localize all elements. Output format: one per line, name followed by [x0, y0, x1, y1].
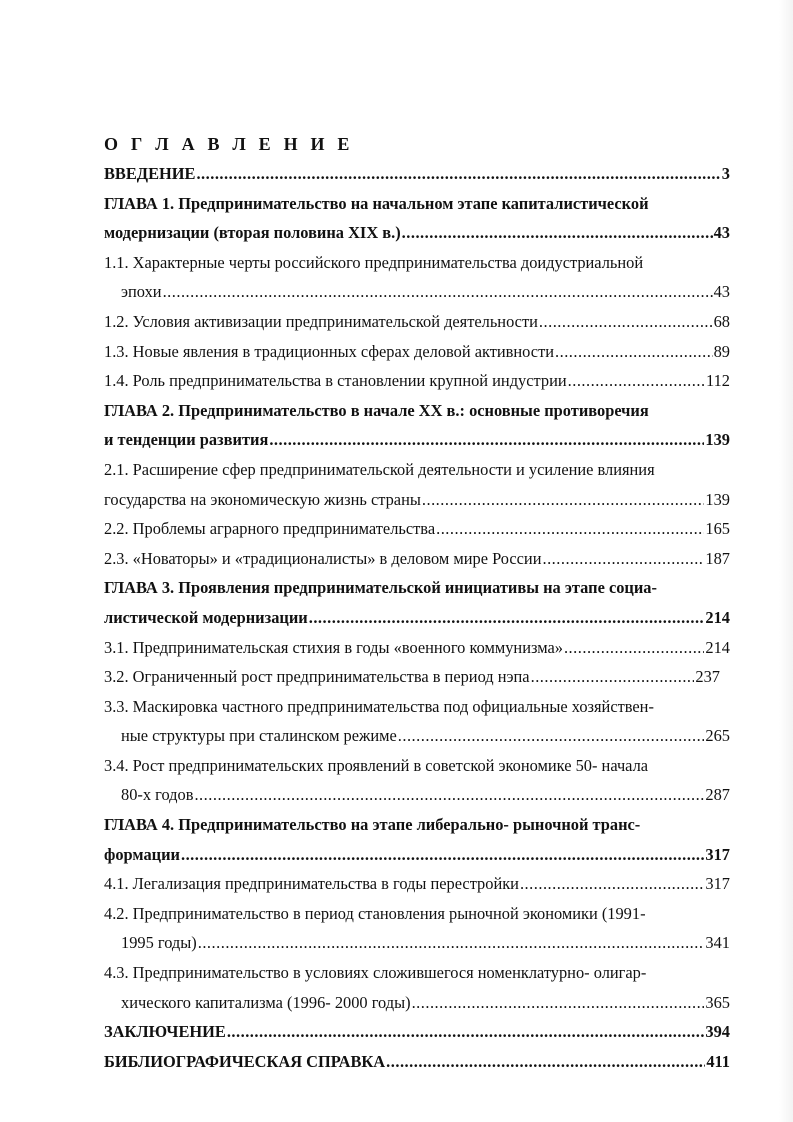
toc-entry-chapter-1-cont[interactable]	[104, 218, 730, 248]
toc-page-number: 68	[713, 311, 730, 331]
toc-page-number: 214	[705, 607, 730, 627]
toc-entry-title: ные структуры при сталинском режиме	[121, 726, 397, 746]
toc-entry-title: 4.2. Предпринимательство в период становления рыночной экономики (1991-	[104, 903, 646, 923]
scan-edge-shadow	[779, 0, 793, 1122]
toc-entry-title: 1.3. Новые явления в традиционных сферах деловой активности	[104, 341, 554, 361]
toc-entry-section-3-4[interactable]	[104, 751, 730, 781]
toc-entry-title: 80-х годов	[121, 785, 194, 805]
toc-entry-title: 4.1. Легализация предпринимательства в годы перестройки	[104, 874, 519, 894]
dot-leader	[422, 485, 705, 515]
dot-leader	[227, 1017, 705, 1047]
toc-page-number: 214	[705, 637, 730, 657]
toc-entry-title: эпохи	[121, 282, 162, 302]
dot-leader	[398, 721, 705, 751]
toc-entry-title: 3.4. Рост предпринимательских проявлений в советской экономике 50- начала	[104, 755, 649, 775]
toc-entry-title: 4.3. Предпринимательство в условиях сложившегося номенклатурно- олигар-	[104, 963, 647, 983]
toc-entry-title: 1995 годы)	[121, 933, 197, 953]
toc-entry-title: 2.2. Проблемы аграрного предпринимательства	[104, 519, 436, 539]
dot-leader	[386, 1047, 705, 1077]
toc-entry-section-3-4-cont[interactable]	[104, 780, 730, 810]
toc-entry-title: ГЛАВА 4. Предпринимательство на этапе либерально- рыночной транс-	[104, 815, 641, 835]
toc-entry-chapter-2-cont[interactable]	[104, 425, 730, 455]
toc-entry-section-4-3[interactable]	[104, 958, 730, 988]
dot-leader	[568, 366, 705, 396]
toc-entry-intro[interactable]	[104, 159, 730, 189]
dot-leader	[412, 988, 705, 1018]
toc-entry-section-3-1[interactable]	[104, 633, 730, 663]
toc-page-number: 89	[713, 341, 730, 361]
toc-entry-conclusion[interactable]	[104, 1017, 730, 1047]
toc-entry-section-1-1-cont[interactable]	[104, 277, 730, 307]
toc-page-number: 112	[706, 371, 730, 391]
toc-page-number: 43	[713, 223, 730, 243]
toc-entry-title: 3.2. Ограниченный рост предпринимательства в период нэпа	[104, 667, 530, 687]
toc-entry-chapter-3[interactable]	[104, 573, 730, 603]
toc-entry-chapter-4-cont[interactable]	[104, 840, 730, 870]
toc-entry-section-2-1-cont[interactable]	[104, 485, 730, 515]
toc-entry-section-4-3-cont[interactable]	[104, 988, 730, 1018]
toc-page-number: 394	[705, 1022, 730, 1042]
toc-entry-title: модернизации (вторая половина XIX в.)	[104, 223, 401, 243]
toc-entry-section-4-2[interactable]	[104, 899, 730, 929]
toc-entry-section-1-4[interactable]	[104, 366, 730, 396]
page-title: О Г Л А В Л Е Н И Е	[104, 134, 354, 154]
toc-entry-title: ВВЕДЕНИЕ	[104, 164, 196, 183]
dot-leader	[181, 840, 704, 870]
toc-entry-chapter-1[interactable]	[104, 189, 730, 219]
toc-page-number: 43	[713, 282, 730, 302]
toc-entry-title: 2.1. Расширение сфер предпринимательской деятельности и усиление влияния	[104, 459, 655, 479]
toc-entry-title: хического капитализма (1996- 2000 годы)	[121, 992, 411, 1012]
toc-page-number: 411	[706, 1051, 730, 1071]
toc-entry-section-1-2[interactable]	[104, 307, 730, 337]
toc-entry-section-3-2[interactable]	[104, 662, 720, 692]
dot-leader	[555, 337, 713, 367]
dot-leader	[564, 633, 704, 663]
toc-entry-title: ЗАКЛЮЧЕНИЕ	[104, 1022, 226, 1042]
toc-page-number: 187	[705, 548, 730, 568]
toc-entry-title: 2.3. «Новаторы» и «традиционалисты» в деловом мире России	[104, 548, 542, 568]
dot-leader	[542, 544, 704, 574]
toc-entry-title: 1.2. Условия активизации предпринимательской деятельности	[104, 311, 538, 331]
toc-page-number: 265	[705, 726, 730, 746]
toc-entry-title: 3.3. Маскировка частного предпринимательства под официальные хозяйствен-	[104, 696, 654, 716]
toc-entry-title: 3.1. Предпринимательская стихия в годы «военного коммунизма»	[104, 637, 563, 657]
toc-entry-chapter-3-cont[interactable]	[104, 603, 730, 633]
toc-entry-title: ГЛАВА 2. Предпринимательство в начале XX в.: основные противоречия	[104, 400, 649, 420]
toc-entry-title: 1.4. Роль предпринимательства в становлении крупной индустрии	[104, 371, 567, 391]
toc-entry-title: государства на экономическую жизнь страны	[104, 489, 421, 509]
dot-leader	[520, 869, 704, 899]
toc-entry-bibliography[interactable]	[104, 1047, 730, 1077]
toc-entry-title: 1.1. Характерные черты российского предпринимательства доидустриальной	[104, 252, 644, 272]
toc-page-number: 139	[705, 430, 730, 450]
toc-page-number: 317	[705, 844, 730, 864]
table-of-contents	[104, 159, 730, 1076]
dot-leader	[402, 218, 713, 248]
dot-leader	[269, 425, 704, 455]
toc-entry-title: БИБЛИОГРАФИЧЕСКАЯ СПРАВКА	[104, 1051, 386, 1071]
toc-page-number: 341	[705, 933, 730, 953]
toc-entry-title: формации	[104, 844, 180, 864]
toc-entry-section-1-1[interactable]	[104, 248, 730, 278]
toc-entry-title: ГЛАВА 1. Предпринимательство на начальном этапе капиталистической	[104, 193, 649, 213]
toc-entry-section-3-3[interactable]	[104, 692, 730, 722]
toc-entry-title: ГЛАВА 3. Проявления предпринимательской инициативы на этапе социа-	[104, 578, 657, 598]
dot-leader	[194, 780, 704, 810]
dot-leader	[196, 159, 720, 189]
dot-leader	[198, 928, 705, 958]
dot-leader	[531, 662, 695, 692]
toc-entry-section-1-3[interactable]	[104, 337, 730, 367]
toc-entry-section-2-2[interactable]	[104, 514, 730, 544]
toc-page-number: 237	[695, 667, 720, 687]
toc-entry-section-4-1[interactable]	[104, 869, 730, 899]
toc-entry-section-2-1[interactable]	[104, 455, 730, 485]
toc-page-number: 165	[705, 519, 730, 539]
toc-entry-section-2-3[interactable]	[104, 544, 730, 574]
toc-page-number: 3	[721, 164, 730, 183]
dot-leader	[436, 514, 704, 544]
toc-page-number: 139	[705, 489, 730, 509]
toc-entry-section-4-2-cont[interactable]	[104, 928, 730, 958]
toc-entry-chapter-4[interactable]	[104, 810, 730, 840]
toc-entry-chapter-2[interactable]	[104, 396, 730, 426]
toc-page-number: 365	[705, 992, 730, 1012]
toc-entry-title: листической модернизации	[104, 607, 308, 627]
dot-leader	[163, 277, 713, 307]
dot-leader	[309, 603, 705, 633]
dot-leader	[539, 307, 713, 337]
toc-entry-section-3-3-cont[interactable]	[104, 721, 730, 751]
toc-page-number: 287	[705, 785, 730, 805]
toc-page-number: 317	[705, 874, 730, 894]
toc-entry-title: и тенденции развития	[104, 430, 269, 450]
